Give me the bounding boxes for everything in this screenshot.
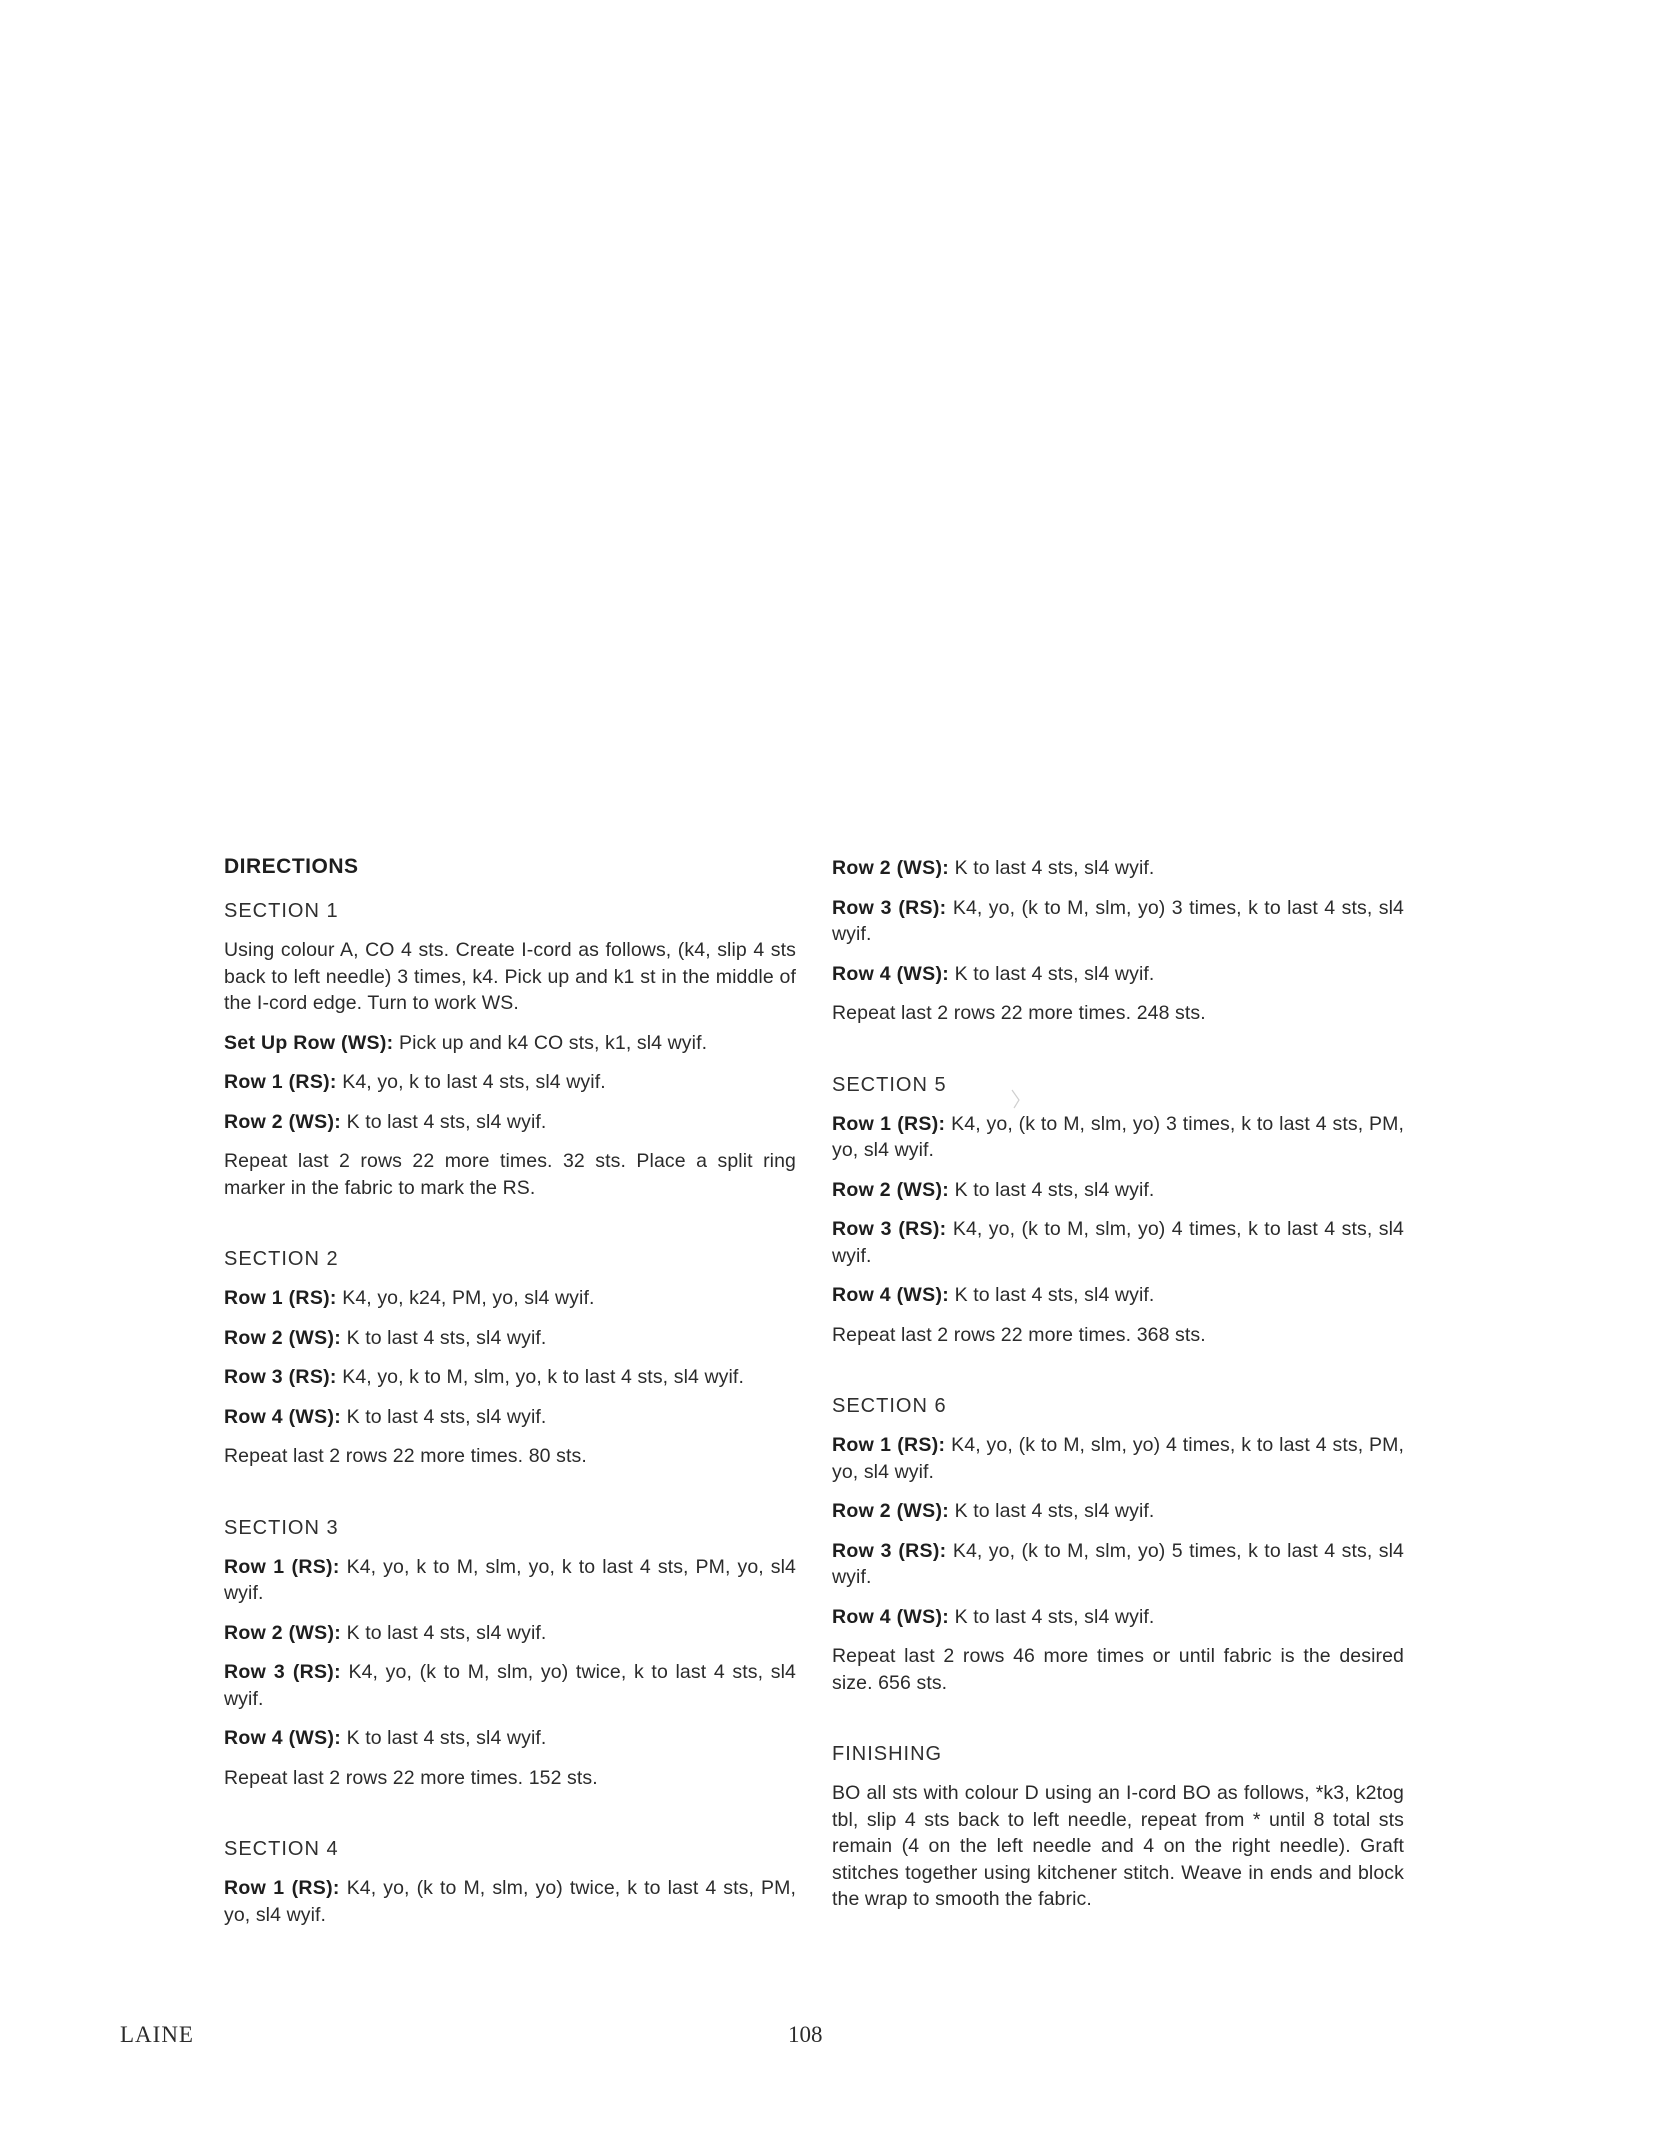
row-label: Row 2 (WS):	[832, 1178, 950, 1201]
section-6-row-3	[832, 1538, 1404, 1591]
row-label: Row 2 (WS):	[224, 1326, 342, 1349]
section-1-row-2	[224, 1109, 796, 1136]
section-4-repeat: Repeat last 2 rows 22 more times. 248 sts.	[832, 1002, 1206, 1024]
row-label: Row 2 (WS):	[832, 1500, 950, 1522]
row-text: K to last 4 sts, sl4 wyif.	[346, 1110, 547, 1133]
publication-name: LAINE	[120, 2022, 194, 2047]
row-text: Pick up and k4 CO sts, k1, sl4 wyif.	[398, 1031, 708, 1054]
row-text: K4, yo, (k to M, slm, yo) twice, k to last 4 sts, sl4 wyif.	[224, 1661, 796, 1710]
row-text: K to last 4 sts, sl4 wyif.	[954, 1178, 1155, 1201]
row-label: Row 1 (RS):	[832, 1112, 946, 1135]
section-5-row-3	[832, 1216, 1404, 1269]
row-label: Row 3 (RS):	[832, 1218, 947, 1240]
section-2-repeat: Repeat last 2 rows 22 more times. 80 sts.	[224, 1445, 587, 1467]
section-3-row-4	[224, 1725, 796, 1752]
section-3-title: SECTION 3	[224, 1516, 339, 1539]
row-label: Row 3 (RS):	[224, 1366, 337, 1388]
row-text: K4, yo, (k to M, slm, yo) 3 times, k to last 4 sts, PM, yo, sl4 wyif.	[832, 1112, 1404, 1161]
row-label: Row 4 (WS):	[224, 1727, 342, 1749]
row-label: Row 3 (RS):	[832, 896, 947, 919]
row-text: K to last 4 sts, sl4 wyif.	[954, 857, 1155, 879]
row-label: Row 1 (RS):	[224, 1877, 340, 1899]
row-label: Row 4 (WS):	[832, 1605, 950, 1628]
section-6-repeat: Repeat last 2 rows 46 more times or until fabric is the desired size. 656 sts.	[832, 1645, 1404, 1694]
section-3-repeat: Repeat last 2 rows 22 more times. 152 sts.	[224, 1766, 598, 1789]
row-label: Row 1 (RS):	[832, 1434, 946, 1456]
section-2-row-3	[224, 1364, 796, 1391]
row-label: Row 1 (RS):	[224, 1287, 337, 1309]
section-1-repeat: Repeat last 2 rows 22 more times. 32 sts. Place a split ring marker in the fabric to mark the RS.	[224, 1150, 796, 1199]
section-5-repeat: Repeat last 2 rows 22 more times. 368 sts.	[832, 1323, 1206, 1346]
row-text: K to last 4 sts, sl4 wyif.	[346, 1727, 547, 1749]
section-2-row-2	[224, 1325, 796, 1352]
section-3-row-2	[224, 1620, 796, 1647]
section-6-row-2	[832, 1498, 1404, 1525]
row-text: K to last 4 sts, sl4 wyif.	[346, 1326, 547, 1349]
row-label: Row 4 (WS):	[224, 1405, 342, 1428]
section-3-row-3	[224, 1659, 796, 1712]
section-1-title: SECTION 1	[224, 900, 339, 922]
row-label: Row 2 (WS):	[832, 857, 950, 879]
section-3-row-1	[224, 1554, 796, 1607]
row-text: K4, yo, (k to M, slm, yo) 3 times, k to last 4 sts, sl4 wyif.	[832, 896, 1404, 945]
row-text: K to last 4 sts, sl4 wyif.	[954, 1605, 1155, 1628]
row-text: K to last 4 sts, sl4 wyif.	[954, 962, 1155, 985]
section-4-row-3	[832, 895, 1404, 948]
section-5-row-4	[832, 1282, 1404, 1309]
scan-mark-icon	[1010, 1088, 1022, 1110]
row-text: K to last 4 sts, sl4 wyif.	[346, 1621, 547, 1644]
section-5-row-1	[832, 1111, 1404, 1164]
row-label: Row 3 (RS):	[224, 1661, 341, 1683]
section-1-intro: Using colour A, CO 4 sts. Create I-cord as follows, (k4, slip 4 sts back to left needle) 3 times, k4. Pick up and k1 st in the middle of the I-cord edge. Turn to work WS.	[224, 939, 796, 1014]
row-label: Row 1 (RS):	[224, 1555, 340, 1578]
row-label: Row 1 (RS):	[224, 1071, 337, 1093]
section-6-row-4	[832, 1604, 1404, 1631]
row-text: K4, yo, k to M, slm, yo, k to last 4 sts, PM, yo, sl4 wyif.	[224, 1555, 796, 1604]
row-text: K4, yo, k24, PM, yo, sl4 wyif.	[342, 1287, 595, 1309]
section-4-row-4	[832, 961, 1404, 988]
row-text: K4, yo, k to last 4 sts, sl4 wyif.	[342, 1071, 606, 1093]
row-label: Set Up Row (WS):	[224, 1031, 394, 1054]
row-text: K4, yo, (k to M, slm, yo) 4 times, k to last 4 sts, sl4 wyif.	[832, 1218, 1404, 1267]
finishing-title: FINISHING	[832, 1743, 943, 1765]
finishing-text: BO all sts with colour D using an I-cord BO as follows, *k3, k2tog tbl, slip 4 sts back to left needle, repeat from * until 8 total sts remain (4 on the left needle and 4 on the right needle). Graft stitches together using kitchener stitch. Weave in ends and block the wrap to smooth the fabric.	[832, 1782, 1404, 1910]
row-text: K to last 4 sts, sl4 wyif.	[954, 1500, 1155, 1522]
section-2-row-4	[224, 1404, 796, 1431]
row-text: K4, yo, (k to M, slm, yo) twice, k to last 4 sts, PM, yo, sl4 wyif.	[224, 1877, 796, 1926]
row-text: K4, yo, (k to M, slm, yo) 5 times, k to last 4 sts, sl4 wyif.	[832, 1539, 1404, 1588]
row-text: K to last 4 sts, sl4 wyif.	[346, 1405, 547, 1428]
right-column	[832, 855, 1404, 1926]
row-text: K to last 4 sts, sl4 wyif.	[954, 1284, 1155, 1306]
row-label: Row 2 (WS):	[224, 1621, 342, 1644]
section-4-row-2	[832, 855, 1404, 882]
section-1-setup-row	[224, 1030, 796, 1057]
row-text: K4, yo, (k to M, slm, yo) 4 times, k to last 4 sts, PM, yo, sl4 wyif.	[832, 1434, 1404, 1483]
row-label: Row 4 (WS):	[832, 1284, 950, 1306]
row-label: Row 2 (WS):	[224, 1110, 342, 1133]
page-number: 108	[788, 2022, 823, 2047]
section-2-title: SECTION 2	[224, 1248, 339, 1270]
section-4-row-1	[224, 1875, 796, 1928]
section-5-row-2	[832, 1177, 1404, 1204]
row-text: K4, yo, k to M, slm, yo, k to last 4 sts, sl4 wyif.	[342, 1366, 744, 1388]
left-column	[224, 855, 796, 1941]
section-6-title: SECTION 6	[832, 1395, 947, 1417]
section-5-title: SECTION 5	[832, 1073, 947, 1096]
row-label: Row 4 (WS):	[832, 962, 950, 985]
section-2-row-1	[224, 1285, 796, 1312]
section-4-title: SECTION 4	[224, 1838, 339, 1860]
directions-heading: DIRECTIONS	[224, 855, 359, 878]
section-1-row-1	[224, 1069, 796, 1096]
section-6-row-1	[832, 1432, 1404, 1485]
row-label: Row 3 (RS):	[832, 1539, 947, 1562]
